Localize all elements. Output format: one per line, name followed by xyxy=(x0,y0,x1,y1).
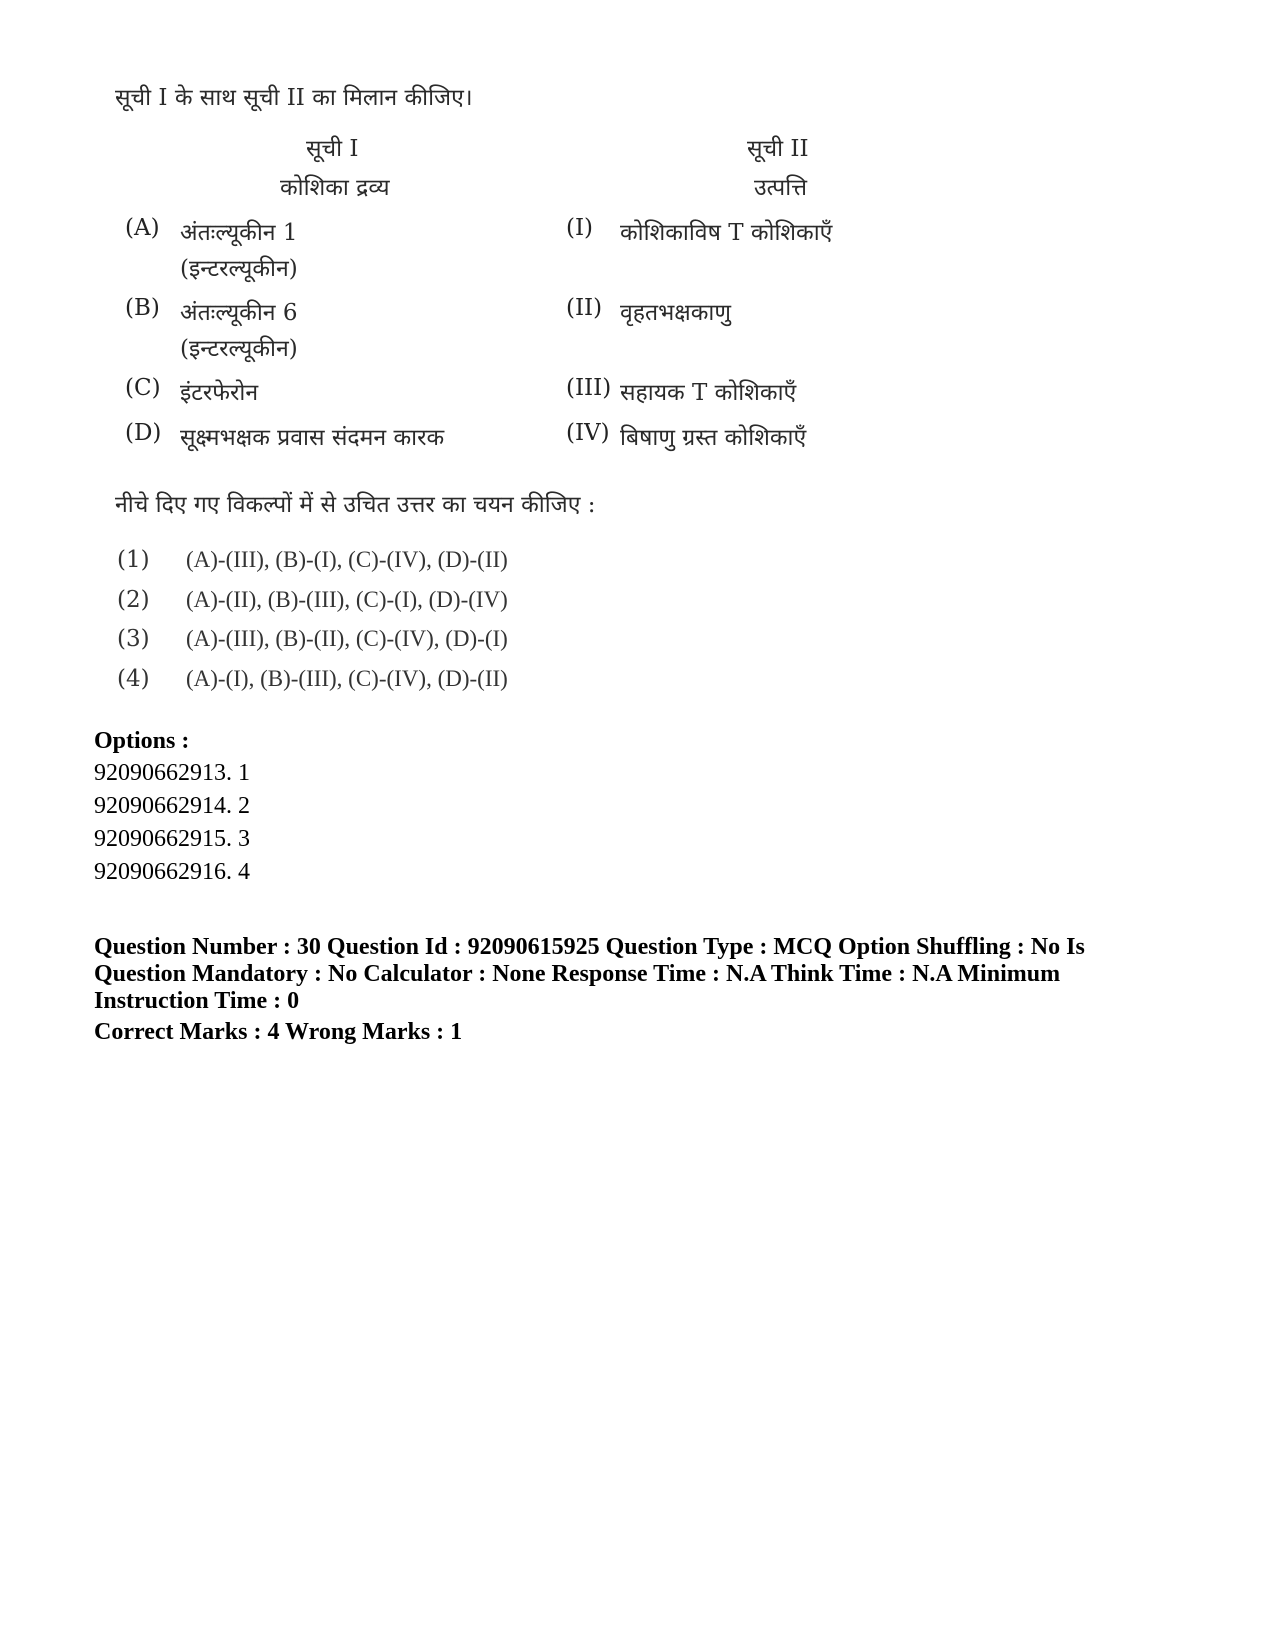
list2-item-ii: वृहतभक्षकाणु xyxy=(620,300,732,326)
list2-label-ii: (II) xyxy=(566,295,603,321)
answer-choice-number: (2) xyxy=(117,587,150,613)
answer-choice-text: (A)-(II), (B)-(III), (C)-(I), (D)-(IV) xyxy=(186,587,508,612)
option-item: 92090662913. 1 xyxy=(94,760,250,786)
list2-subheading: उत्पत्ति xyxy=(754,175,808,201)
list1-item-c: इंटरफेरोन xyxy=(180,380,259,406)
list2-heading: सूची II xyxy=(747,136,809,162)
list1-item-b: अंतःल्यूकीन 6 xyxy=(180,300,298,326)
list1-heading: सूची I xyxy=(306,136,359,162)
list1-label-d: (D) xyxy=(125,420,162,446)
answer-choice-text: (A)-(III), (B)-(II), (C)-(IV), (D)-(I) xyxy=(186,626,508,651)
answer-choice-number: (1) xyxy=(117,547,150,573)
list1-label-a: (A) xyxy=(125,215,160,241)
answer-choice-text: (A)-(I), (B)-(III), (C)-(IV), (D)-(II) xyxy=(186,666,508,691)
answer-choice-number: (4) xyxy=(117,666,150,692)
option-item: 92090662914. 2 xyxy=(94,793,250,819)
list2-item-iv: बिषाणु ग्रस्त कोशिकाएँ xyxy=(620,425,807,451)
answer-choice-text: (A)-(III), (B)-(I), (C)-(IV), (D)-(II) xyxy=(186,547,508,572)
list1-item-d: सूक्ष्मभक्षक प्रवास संदमन कारक xyxy=(180,425,445,451)
marks-info: Correct Marks : 4 Wrong Marks : 1 xyxy=(94,1019,463,1045)
match-instruction: सूची I के साथ सूची II का मिलान कीजिए। xyxy=(115,85,473,111)
question-meta-info: Question Number : 30 Question Id : 92090615925 Question Type : MCQ Option Shuffling : No Is Question Mandatory : No Calculator : None Response Time : N.A Think Time : N.A Minimum Instruction Time : 0 xyxy=(94,934,1085,1014)
option-item: 92090662915. 3 xyxy=(94,826,250,852)
list2-label-iv: (IV) xyxy=(566,420,610,446)
answer-choice-number: (3) xyxy=(117,626,150,652)
list1-item-b-note: (इन्टरल्यूकीन) xyxy=(180,336,298,362)
list1-label-c: (C) xyxy=(125,375,161,401)
options-heading: Options : xyxy=(94,728,190,754)
list1-subheading: कोशिका द्रव्य xyxy=(280,175,390,201)
list2-item-i: कोशिकाविष T कोशिकाएँ xyxy=(620,220,833,246)
list2-item-iii: सहायक T कोशिकाएँ xyxy=(620,380,797,406)
option-item: 92090662916. 4 xyxy=(94,859,250,885)
list2-label-i: (I) xyxy=(566,215,594,241)
choose-instruction: नीचे दिए गए विकल्पों में से उचित उत्तर का चयन कीजिए : xyxy=(115,492,596,518)
list2-label-iii: (III) xyxy=(566,375,612,401)
list1-item-a: अंतःल्यूकीन 1 xyxy=(180,220,298,246)
list1-item-a-note: (इन्टरल्यूकीन) xyxy=(180,256,298,282)
list1-label-b: (B) xyxy=(125,295,160,321)
